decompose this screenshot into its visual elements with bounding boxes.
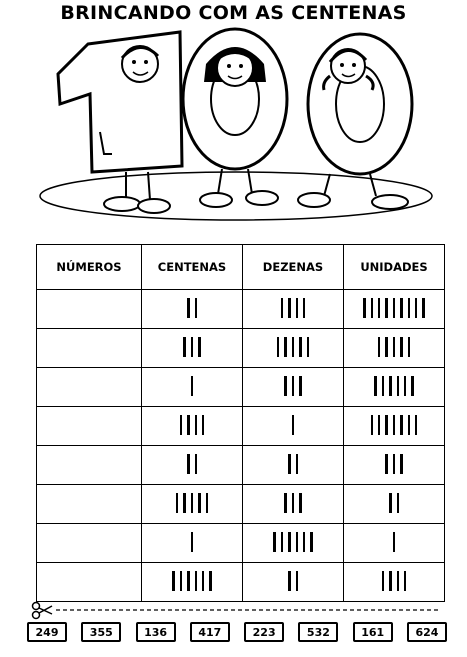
centenas-cell (142, 563, 243, 602)
dezenas-tally-marks (284, 492, 301, 514)
tally-mark (191, 376, 193, 396)
scissors-icon (33, 603, 53, 619)
tally-mark (284, 376, 286, 396)
tally-mark (400, 415, 402, 435)
tally-mark (288, 298, 290, 318)
tally-mark (172, 571, 174, 591)
tally-mark (183, 493, 185, 513)
tally-mark (191, 532, 193, 552)
centenas-tally-marks (176, 492, 208, 514)
centenas-cell (142, 485, 243, 524)
tally-mark (303, 532, 305, 552)
tally-mark (296, 571, 298, 591)
numero-cell[interactable] (37, 563, 142, 602)
number-card[interactable]: 355 (81, 622, 121, 642)
unidades-tally-marks (389, 492, 399, 514)
tally-mark (385, 298, 387, 318)
tally-mark (195, 571, 197, 591)
centenas-cell (142, 524, 243, 563)
tally-mark (292, 376, 294, 396)
tally-mark (176, 493, 178, 513)
tally-mark (195, 298, 197, 318)
dezenas-cell (243, 290, 344, 329)
tally-mark (385, 454, 387, 474)
tally-mark (202, 415, 204, 435)
tally-mark (195, 415, 197, 435)
table-row (37, 407, 445, 446)
number-card[interactable]: 249 (27, 622, 67, 642)
dezenas-cell (243, 485, 344, 524)
number-card[interactable]: 624 (407, 622, 447, 642)
unidades-cell (344, 407, 445, 446)
table-header-row (37, 245, 445, 290)
tally-mark (191, 493, 193, 513)
tally-mark (397, 493, 399, 513)
dezenas-tally-marks (281, 297, 306, 319)
tally-mark (299, 376, 301, 396)
numero-cell[interactable] (37, 368, 142, 407)
unidades-cell (344, 563, 445, 602)
tally-mark (299, 337, 301, 357)
number-card[interactable]: 532 (298, 622, 338, 642)
centenas-cell (142, 407, 243, 446)
unidades-cell (344, 524, 445, 563)
number-card[interactable]: 136 (136, 622, 176, 642)
unidades-tally-marks (382, 570, 407, 592)
unidades-tally-marks (393, 531, 395, 553)
header-dezenas: DEZENAS (243, 245, 344, 290)
numero-cell[interactable] (37, 524, 142, 563)
tally-mark (400, 298, 402, 318)
tally-mark (180, 571, 182, 591)
tally-mark (206, 493, 208, 513)
place-value-table (36, 244, 445, 602)
tally-mark (363, 298, 365, 318)
dezenas-cell (243, 329, 344, 368)
dezenas-tally-marks (288, 570, 298, 592)
tally-mark (389, 571, 391, 591)
number-cards (27, 622, 447, 646)
tally-mark (292, 415, 294, 435)
tally-mark (187, 415, 189, 435)
tally-mark (310, 532, 312, 552)
tally-mark (382, 571, 384, 591)
tally-mark (277, 337, 279, 357)
table-row (37, 329, 445, 368)
tally-mark (397, 376, 399, 396)
tally-mark (408, 298, 410, 318)
centenas-tally-marks (172, 570, 211, 592)
table-row (37, 446, 445, 485)
tally-mark (378, 415, 380, 435)
dezenas-cell (243, 407, 344, 446)
tally-mark (422, 298, 424, 318)
centenas-tally-marks (191, 375, 193, 397)
unidades-cell (344, 368, 445, 407)
tally-mark (284, 493, 286, 513)
tally-mark (397, 571, 399, 591)
tally-mark (198, 337, 200, 357)
tally-mark (296, 532, 298, 552)
tally-mark (296, 298, 298, 318)
tally-mark (382, 376, 384, 396)
tally-mark (281, 532, 283, 552)
tally-mark (198, 493, 200, 513)
centenas-tally-marks (187, 297, 197, 319)
tally-mark (299, 493, 301, 513)
dezenas-cell (243, 524, 344, 563)
centenas-tally-marks (183, 336, 200, 358)
header-numeros: NÚMEROS (37, 245, 142, 290)
dezenas-cell (243, 368, 344, 407)
tally-mark (378, 337, 380, 357)
tally-mark (195, 454, 197, 474)
tally-mark (393, 415, 395, 435)
tally-mark (400, 337, 402, 357)
unidades-tally-marks (374, 375, 413, 397)
tally-mark (393, 298, 395, 318)
tally-mark (191, 337, 193, 357)
header-unidades: UNIDADES (344, 245, 445, 290)
tally-mark (393, 337, 395, 357)
tally-mark (284, 337, 286, 357)
tally-mark (371, 298, 373, 318)
centenas-tally-marks (191, 531, 193, 553)
numero-cell[interactable] (37, 485, 142, 524)
cut-line (30, 600, 442, 620)
unidades-cell (344, 290, 445, 329)
table-row (37, 524, 445, 563)
tally-mark (296, 454, 298, 474)
tally-mark (371, 415, 373, 435)
table-row (37, 563, 445, 602)
centenas-cell (142, 446, 243, 485)
tally-mark (393, 532, 395, 552)
dezenas-tally-marks (284, 375, 301, 397)
tally-mark (281, 298, 283, 318)
tally-mark (303, 298, 305, 318)
unidades-tally-marks (378, 336, 410, 358)
tally-mark (187, 454, 189, 474)
centenas-cell (142, 368, 243, 407)
table-row (37, 368, 445, 407)
tally-mark (393, 454, 395, 474)
table-row (37, 290, 445, 329)
tally-mark (404, 571, 406, 591)
number-card[interactable]: 417 (190, 622, 230, 642)
tally-mark (400, 454, 402, 474)
numero-cell[interactable] (37, 329, 142, 368)
centenas-cell (142, 290, 243, 329)
tally-mark (187, 571, 189, 591)
unidades-cell (344, 329, 445, 368)
dezenas-tally-marks (273, 531, 312, 553)
unidades-cell (344, 446, 445, 485)
tally-mark (183, 337, 185, 357)
number-card[interactable]: 161 (353, 622, 393, 642)
dezenas-tally-marks (277, 336, 309, 358)
dezenas-tally-marks (292, 414, 294, 436)
tally-mark (378, 298, 380, 318)
centenas-tally-marks (180, 414, 205, 436)
tally-mark (385, 337, 387, 357)
tally-mark (385, 415, 387, 435)
tally-mark (273, 532, 275, 552)
numero-cell[interactable] (37, 290, 142, 329)
tally-mark (415, 415, 417, 435)
tally-mark (288, 532, 290, 552)
tally-mark (307, 337, 309, 357)
tally-mark (292, 337, 294, 357)
tally-mark (180, 415, 182, 435)
unidades-tally-marks (363, 297, 425, 319)
tally-mark (389, 493, 391, 513)
dezenas-cell (243, 563, 344, 602)
unidades-tally-marks (385, 453, 402, 475)
page-title: BRINCANDO COM AS CENTENAS (60, 2, 407, 24)
tally-mark (288, 454, 290, 474)
unidades-tally-marks (371, 414, 418, 436)
tally-mark (374, 376, 376, 396)
tally-mark (389, 376, 391, 396)
tally-mark (187, 298, 189, 318)
tally-mark (408, 337, 410, 357)
tally-mark (404, 376, 406, 396)
numero-cell[interactable] (37, 407, 142, 446)
centenas-cell (142, 329, 243, 368)
tally-mark (292, 493, 294, 513)
tally-mark (202, 571, 204, 591)
table-row (37, 485, 445, 524)
unidades-cell (344, 485, 445, 524)
tally-mark (288, 571, 290, 591)
header-centenas: CENTENAS (142, 245, 243, 290)
illustration-kids-100 (30, 24, 442, 224)
tally-mark (408, 415, 410, 435)
centenas-tally-marks (187, 453, 197, 475)
dezenas-cell (243, 446, 344, 485)
tally-mark (415, 298, 417, 318)
tally-mark (411, 376, 413, 396)
tally-mark (209, 571, 211, 591)
number-card[interactable]: 223 (244, 622, 284, 642)
numero-cell[interactable] (37, 446, 142, 485)
dezenas-tally-marks (288, 453, 298, 475)
